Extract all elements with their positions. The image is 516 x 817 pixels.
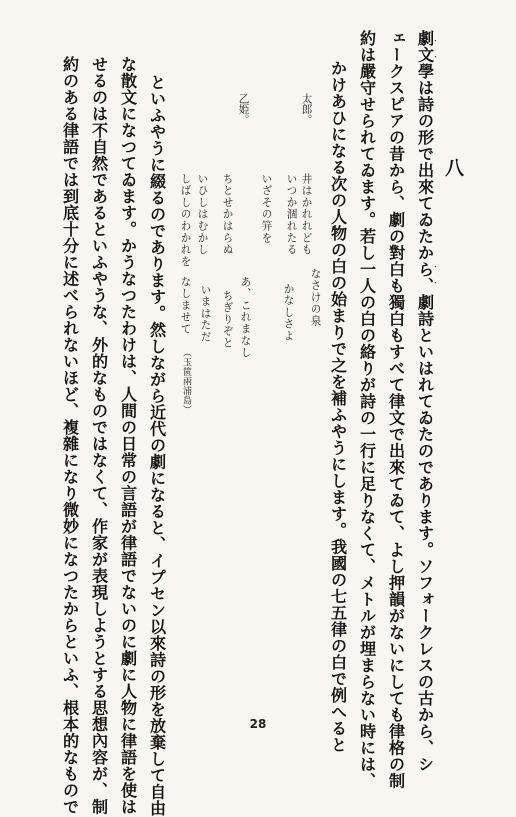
verse-response: あ、これまなし (239, 276, 252, 359)
verse-line: 井はかれれども (300, 173, 313, 256)
paragraph2-line-4: 約のある律語では到底十分に述べられないほど、複雜になり微妙になつたからといふ、根本的なもので (60, 56, 80, 815)
verse-speaker-taro: 太郎。 (300, 93, 313, 125)
verse-response: なしませて (179, 276, 192, 335)
paragraph2-line-2: な散文になつてゐます。かうなつたわけは、人間の日常の言語が律語でないのに劇に人物に律語を使は (118, 56, 138, 815)
paragraph1-line-4: かけあひになる次の人物の白の始まりで之を補ふやうにします。我國の七五律の白で例へると (328, 60, 348, 753)
paragraph1-line-2: ェークスピアの昔から、劇の對白も獨白もすべて律文で出來てゐて、よし押韻がないにしても律格の制 (386, 30, 406, 789)
emphasis-dot: ・ (432, 37, 439, 45)
verse-line: ちとせかはらぬ (221, 173, 234, 256)
emphasis-dot: ・ (432, 263, 439, 271)
page-number: 28 (249, 717, 267, 731)
paragraph2-line-1: といふやうに綴るのであります。然しながら近代の劇になると、イプセン以來詩の形を放棄して自由 (147, 74, 167, 817)
verse-response: いまはただ (199, 284, 212, 343)
emphasis-dot: ・ (432, 53, 439, 61)
verse-response: なさけの泉 (309, 268, 322, 327)
paragraph2-line-3: せるのは不自然であるといふやうな、外的なものではなくて、作家が表現しようとする思想內容が、制 (89, 56, 109, 815)
verse-speaker-otohime: 乙姫。 (237, 93, 250, 125)
chapter-heading: 八 (442, 158, 464, 177)
verse-citation: （玉篋兩浦島） (181, 348, 191, 415)
verse-line: いざその笄を (260, 173, 273, 244)
paragraph1-line-1: 劇文學は詩の形で出來てゐたから、劇詩といはれてゐたのであります。ソフォークレスの古から、シ (415, 30, 435, 773)
verse-response: ちぎりぞと (221, 290, 234, 349)
emphasis-dot: ・ (432, 279, 439, 287)
verse-line: いひしはむかし (196, 173, 209, 256)
verse-line: しばしのわかれを (179, 173, 192, 268)
paragraph1-line-3: 約は嚴守せられてゐます。若し一人の白の絡りが詩の一行に足りなくて、メトルが埋まらない時には、 (357, 30, 377, 789)
verse-response: かなしさよ (282, 283, 295, 342)
verse-line: いつか涸れたる (285, 173, 298, 256)
